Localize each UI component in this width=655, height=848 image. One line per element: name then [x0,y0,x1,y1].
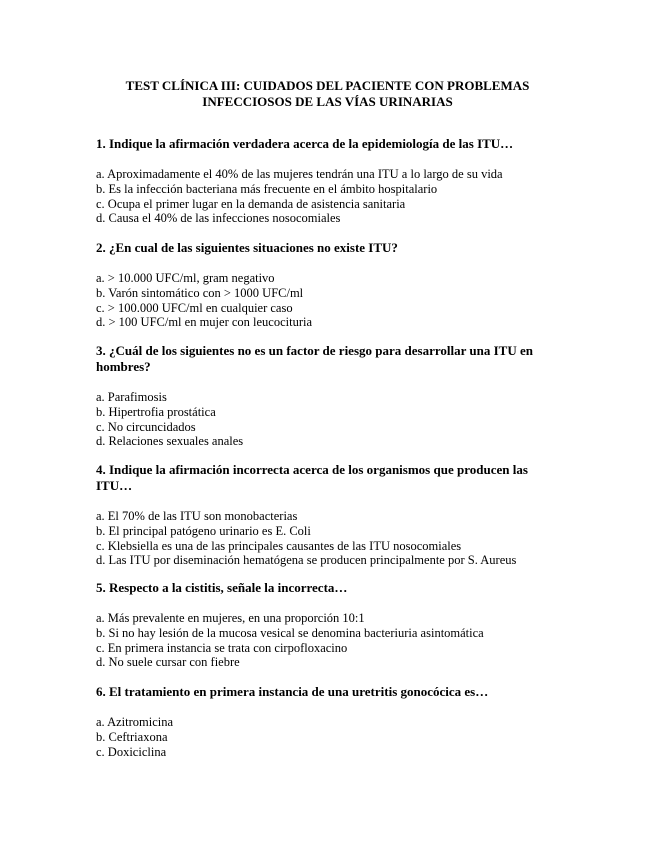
title-line-2: INFECCIOSOS DE LAS VÍAS URINARIAS [202,94,453,109]
options-list [96,611,546,670]
options-list [96,390,546,449]
option-a: a. Más prevalente en mujeres, en una proporción 10:1 [96,611,365,625]
option-d: d. Relaciones sexuales anales [96,434,244,449]
option-b: b. Hipertrofia prostática [96,404,216,419]
options-list [96,715,546,759]
option-b: b. Es la infección bacteriana más frecuente en el ámbito hospitalario [96,181,438,196]
question-text: 5. Respecto a la cistitis, señale la incorrecta… [96,580,348,595]
option-b: b. El principal patógeno urinario es E. Coli [96,523,311,538]
question-text: 4. Indique la afirmación incorrecta acerca de los organismos que producen las ITU… [96,462,528,493]
question-text: 2. ¿En cual de las siguientes situaciones no existe ITU? [96,240,398,255]
option-c: c. > 100.000 UFC/ml en cualquier caso [96,300,293,315]
question-4 [96,462,546,568]
question-5 [96,580,546,670]
options-list [96,167,546,226]
option-a: a. > 10.000 UFC/ml, gram negativo [96,271,275,285]
option-a: a. El 70% de las ITU son monobacterias [96,509,298,523]
question-1 [96,136,546,226]
option-d: d. Causa el 40% de las infecciones nosocomiales [96,211,341,226]
options-list [96,509,546,568]
question-text: 1. Indique la afirmación verdadera acerca de la epidemiología de las ITU… [96,136,514,151]
option-c: c. Ocupa el primer lugar en la demanda de asistencia sanitaria [96,196,406,211]
option-c: c. No circuncidados [96,419,196,434]
option-d: d. > 100 UFC/ml en mujer con leucocituria [96,315,313,330]
option-c: c. Doxiciclina [96,744,167,759]
option-b: b. Varón sintomático con > 1000 UFC/ml [96,285,304,300]
option-b: b. Si no hay lesión de la mucosa vesical se denomina bacteriuria asintomática [96,625,484,640]
document-title [0,78,655,110]
option-a: a. Parafimosis [96,390,167,404]
question-text: 3. ¿Cuál de los siguientes no es un factor de riesgo para desarrollar una ITU en hombres? [96,343,533,374]
options-list [96,271,546,330]
question-6 [96,684,546,759]
option-d: d. No suele cursar con fiebre [96,655,240,670]
option-b: b. Ceftriaxona [96,729,168,744]
question-2 [96,240,546,330]
title-line-1: TEST CLÍNICA III: CUIDADOS DEL PACIENTE CON PROBLEMAS [125,78,530,93]
option-a: a. Azitromicina [96,715,174,729]
question-text: 6. El tratamiento en primera instancia de una uretritis gonocócica es… [96,684,489,699]
option-c: c. En primera instancia se trata con cirpofloxacino [96,640,348,655]
option-c: c. Klebsiella es una de las principales causantes de las ITU nosocomiales [96,538,462,553]
question-3 [96,343,546,449]
option-d: d. Las ITU por diseminación hematógena se producen principalmente por S. Aureus [96,553,517,568]
option-a: a. Aproximadamente el 40% de las mujeres tendrán una ITU a lo largo de su vida [96,167,503,181]
